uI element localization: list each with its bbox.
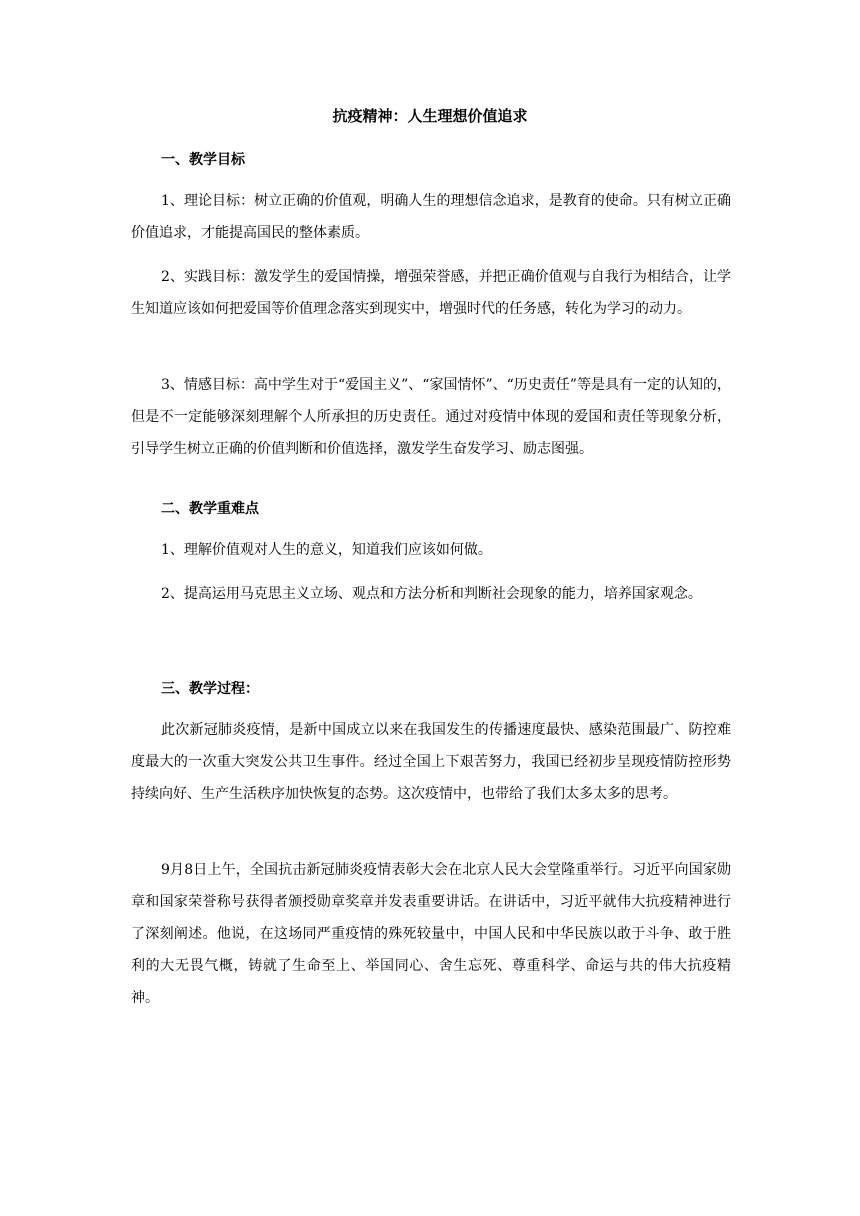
paragraph-emotion-goal: 3、情感目标：高中学生对于“爱国主义”、“家国情怀”、“历史责任”等是具有一定的认知的，但是不一定能够深刻理解个人所承担的历史责任。通过对疫情中体现的爱国和责任等现象分析，引导学生树立正确的价值判断和价值选择，激发学生奋发学习、励志图强。 <box>131 377 731 457</box>
document-title: 抗疫精神：人生理想价值追求 <box>332 107 528 125</box>
paragraph-key-point-2: 2、提高运用马克思主义立场、观点和方法分析和判断社会现象的能力，培养国家观念。 <box>161 586 702 602</box>
paragraph-theory-goal: 1、理论目标：树立正确的价值观，明确人生的理想信念追求，是教育的使命。只有树立正确价值追求，才能提高国民的整体素质。 <box>131 193 731 241</box>
paragraph-commendation-meeting: 9月8日上午，全国抗击新冠肺炎疫情表彰大会在北京人民大会堂隆重举行。习近平向国家勋章和国家荣誉称号获得者颁授勋章奖章并发表重要讲话。在讲话中，习近平就伟大抗疫精神进行了深刻阐述。他说，在这场同严重疫情的殊死较量中，中国人民和中华民族以敢于斗争、敢于胜利的大无畏气概，铸就了生命至上、举国同心、舍生忘死、尊重科学、命运与共的伟大抗疫精神。 <box>131 862 731 1006</box>
section-heading-key-points: 二、教学重难点 <box>161 501 259 517</box>
paragraph-epidemic-intro: 此次新冠肺炎疫情，是新中国成立以来在我国发生的传播速度最快、感染范围最广、防控难度最大的一次重大突发公共卫生事件。经过全国上下艰苦努力，我国已经初步呈现疫情防控形势持续向好、生产生活秩序加快恢复的态势。这次疫情中，也带给了我们太多太多的思考。 <box>131 722 731 802</box>
section-heading-teaching-goals: 一、教学目标 <box>161 152 245 168</box>
paragraph-key-point-1: 1、理解价值观对人生的意义，知道我们应该如何做。 <box>161 542 492 558</box>
paragraph-practice-goal: 2、实践目标：激发学生的爱国情操，增强荣誉感，并把正确价值观与自我行为相结合，让学生知道应该如何把爱国等价值理念落实到现实中，增强时代的任务感，转化为学习的动力。 <box>131 269 731 317</box>
section-heading-teaching-process: 三、教学过程： <box>161 681 259 697</box>
